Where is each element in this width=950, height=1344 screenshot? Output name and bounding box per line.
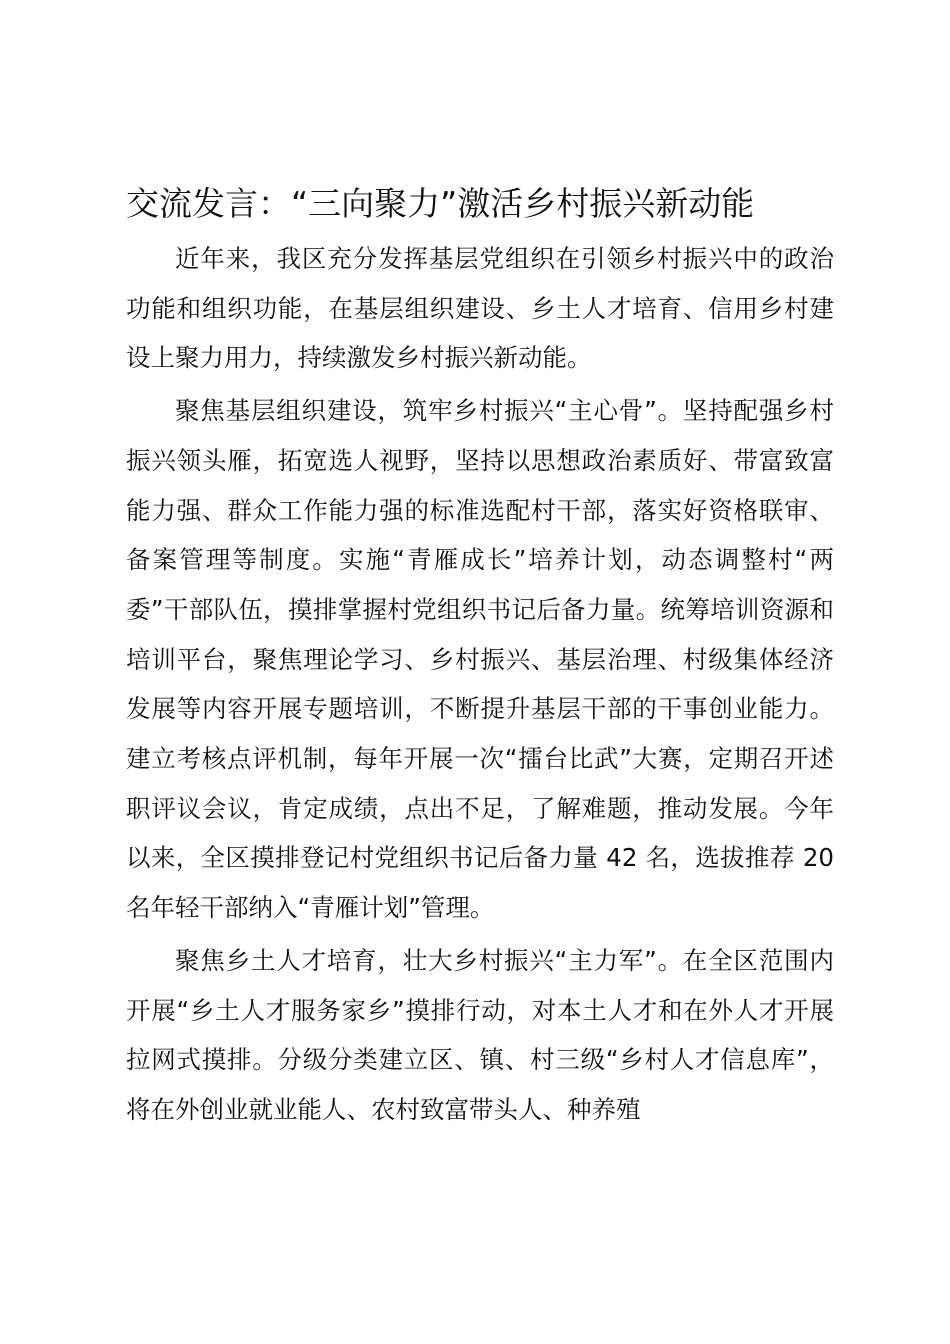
document-body bbox=[126, 182, 834, 1135]
paragraph-intro: 近年来，我区充分发挥基层党组织在引领乡村振兴中的政治功能和组织功能，在基层组织建设、乡土人才培育、信用乡村建设上聚力用力，持续激发乡村振兴新动能。 bbox=[126, 244, 834, 373]
paragraph-talent-cultivation: 聚焦乡土人才培育，壮大乡村振兴“主力军”。在全区范围内开展“乡土人才服务家乡”摸排行动，对本土人才和在外人才开展拉网式摸排。分级分类建立区、镇、村三级“乡村人才信息库”，将在外创业就业能人、农村致富带头人、种养殖 bbox=[126, 945, 834, 1124]
document-title: 交流发言：“三向聚力”激活乡村振兴新动能 bbox=[126, 184, 755, 223]
paragraph-organization-building: 聚焦基层组织建设，筑牢乡村振兴“主心骨”。坚持配强乡村振兴领头雁，拓宽选人视野，坚持以思想政治素质好、带富致富能力强、群众工作能力强的标准选配村干部，落实好资格联审、备案管理等制度。实施“青雁成长”培养计划，动态调整村“两委”干部队伍，摸排掌握村党组织书记后备力量。统筹培训资源和培训平台，聚焦理论学习、乡村振兴、基层治理、村级集体经济发展等内容开展专题培训，不断提升基层干部的干事创业能力。建立考核点评机制，每年开展一次“擂台比武”大赛，定期召开述职评议会议，肯定成绩，点出不足，了解难题，推动发展。今年以来，全区摸排登记村党组织书记后备力量 42 名，选拔推荐 20 名年轻干部纳入“青雁计划”管理。 bbox=[126, 396, 834, 923]
